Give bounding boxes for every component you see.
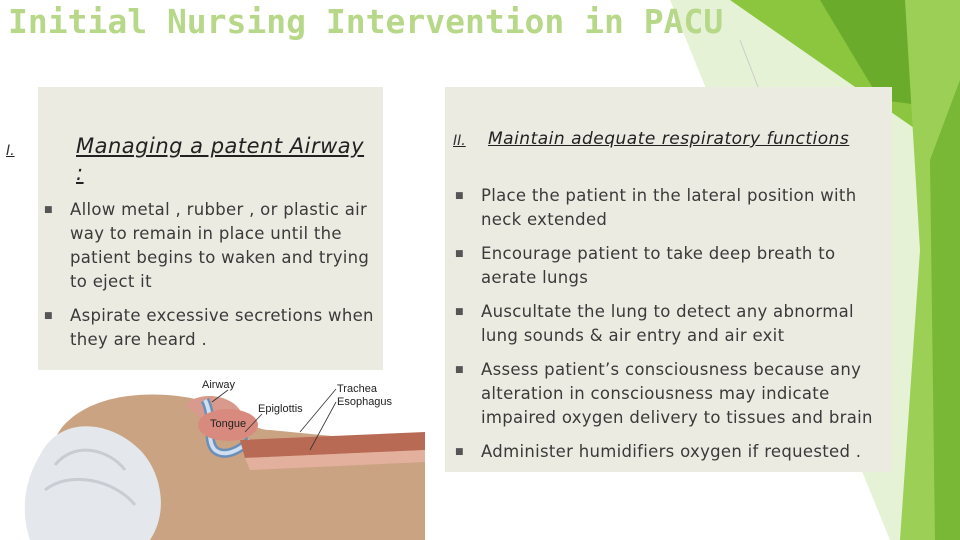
list-item [455, 242, 895, 290]
square-bullet-icon: ■ [455, 447, 464, 457]
left-list [44, 198, 374, 362]
list-item-text: Administer humidifiers oxygen if requested . [481, 442, 862, 461]
list-item [455, 440, 895, 464]
list-item-text: Place the patient in the lateral position with neck extended [481, 186, 857, 229]
right-heading-text: Maintain adequate respiratory functions [488, 129, 850, 149]
left-heading-text: Managing a patent Airway : [76, 134, 365, 185]
label-esophagus: Esophagus [337, 396, 393, 408]
right-list [455, 184, 895, 474]
list-item [44, 198, 374, 294]
list-item-text: Aspirate excessive secretions when they are heard . [70, 306, 374, 349]
list-item [455, 300, 895, 348]
list-item-text: Assess patient’s consciousness because any alteration in consciousness may indicate impaired oxygen delivery to tissues and brain [481, 360, 873, 427]
airway-illustration [0, 370, 430, 540]
list-item-text: Encourage patient to take deep breath to aerate lungs [481, 244, 836, 287]
list-item [455, 358, 895, 430]
label-airway: Airway [202, 379, 236, 391]
label-epiglottis: Epiglottis [258, 403, 303, 415]
right-heading [453, 127, 873, 151]
list-item [44, 304, 374, 352]
list-item-text: Auscultate the lung to detect any abnormal lung sounds & air entry and air exit [481, 302, 854, 345]
slide-title: Initial Nursing Intervention in PACU [8, 2, 724, 41]
label-tongue: Tongue [210, 418, 247, 430]
square-bullet-icon: ■ [455, 191, 464, 201]
square-bullet-icon: ■ [44, 311, 53, 321]
square-bullet-icon: ■ [455, 307, 464, 317]
label-trachea: Trachea [337, 383, 377, 395]
list-item [455, 184, 895, 232]
square-bullet-icon: ■ [44, 205, 53, 215]
left-heading-number: I. [6, 143, 15, 159]
right-heading-number: II. [453, 133, 466, 149]
list-item-text: Allow metal , rubber , or plastic air way to remain in place until the patient begins to waken and trying to eject it [70, 200, 370, 291]
square-bullet-icon: ■ [455, 249, 464, 259]
square-bullet-icon: ■ [455, 365, 464, 375]
left-heading [6, 133, 386, 187]
